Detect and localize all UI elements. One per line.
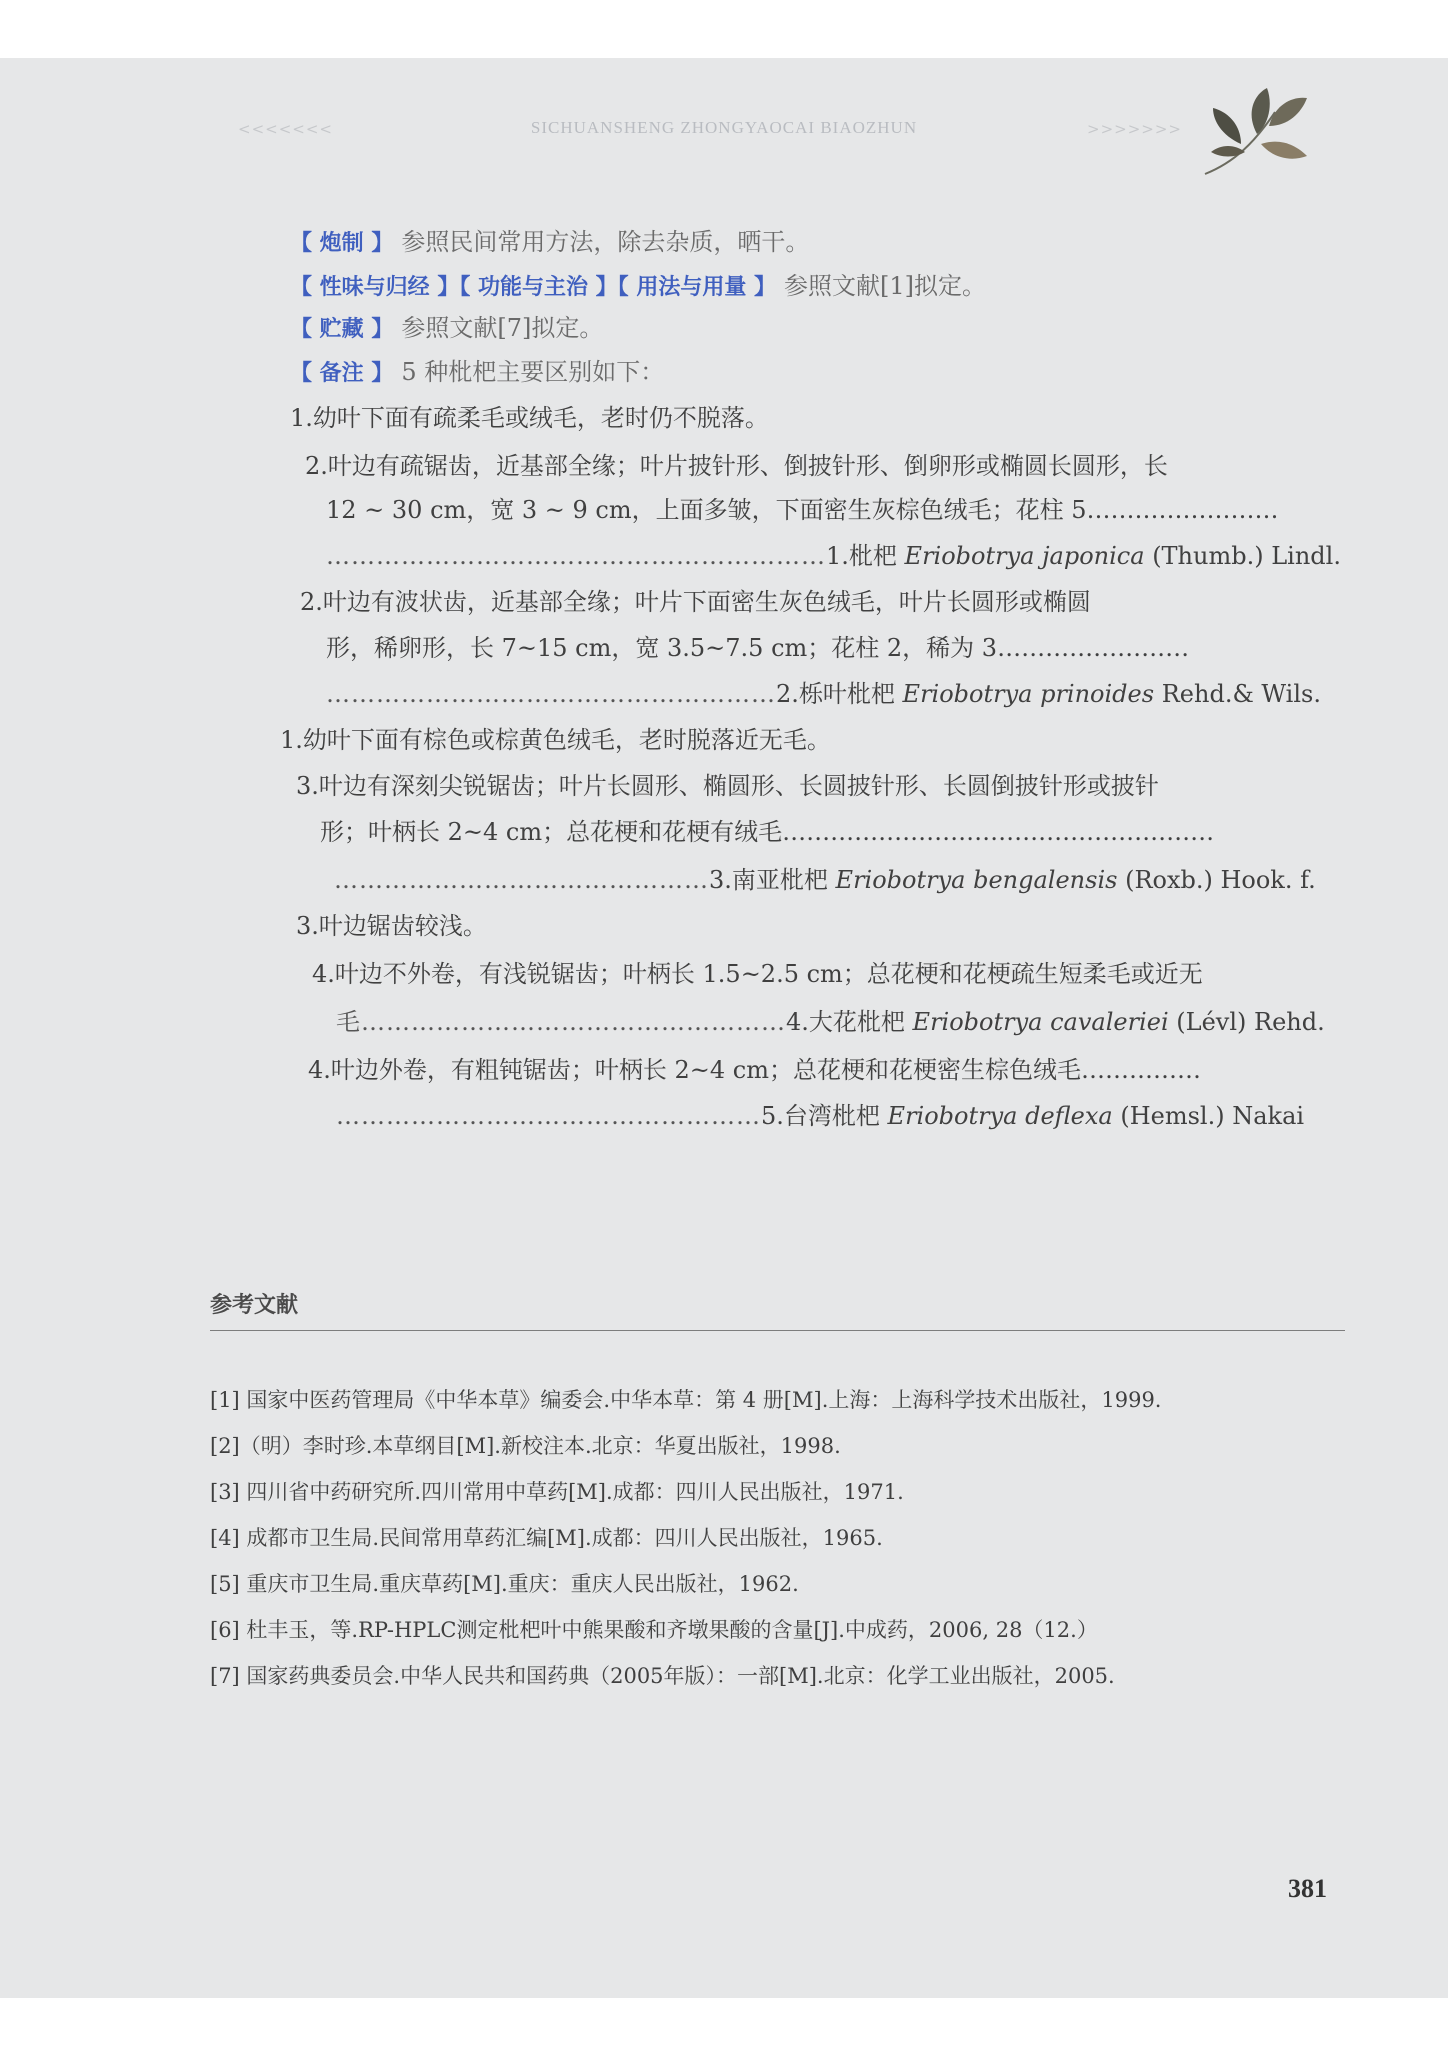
reference-item: [4] 成都市卫生局.民间常用草药汇编[M].成都：四川人民出版社，1965. [210, 1526, 883, 1550]
species-author: (Roxb.) Hook. f. [1125, 866, 1316, 894]
key-4a-line1: 4.叶边不外卷，有浅锐锯齿；叶柄长 1.5~2.5 cm；总花梗和花梗疏生短柔毛或近无 [312, 960, 1203, 988]
species-author: (Lévl) Rehd. [1176, 1008, 1325, 1036]
section-label: 【 炮制 】 [290, 231, 394, 256]
key-2b-line3 [326, 674, 1321, 709]
leaf-sprig-icon [1195, 82, 1315, 182]
species-name-cn: 4.大花枇杷 [786, 1008, 905, 1036]
key-1b: 1.幼叶下面有棕色或棕黄色绒毛，老时脱落近无毛。 [280, 726, 831, 754]
section-text: 参照民间常用方法，除去杂质，晒干。 [401, 228, 810, 256]
section-text: 参照文献[1]拟定。 [783, 272, 986, 300]
key-3a-line2: 形；叶柄长 2~4 cm；总花梗和花梗有绒毛……………………………………………… [320, 818, 1215, 846]
leaf-3 [1213, 108, 1241, 144]
section-label: 【 贮藏 】 [290, 317, 394, 342]
leader-dots: ……………………………………………… [326, 680, 776, 708]
key-4a-line2 [336, 1002, 1325, 1037]
key-3a-line3 [334, 860, 1316, 895]
leader-dots: 毛…………………………………………… [336, 1008, 786, 1036]
reference-item: [3] 四川省中药研究所.四川常用中草药[M].成都：四川人民出版社，1971. [210, 1480, 904, 1504]
key-4b-line2 [336, 1096, 1304, 1131]
species-author: Rehd.& Wils. [1161, 680, 1321, 708]
key-2a-line1: 2.叶边有疏锯齿，近基部全缘；叶片披针形、倒披针形、倒卵形或椭圆长圆形，长 [305, 452, 1168, 480]
species-name-sci: Eriobotrya bengalensis [835, 866, 1118, 894]
reference-item: [5] 重庆市卫生局.重庆草药[M].重庆：重庆人民出版社，1962. [210, 1572, 799, 1596]
header-right-ornament: >>>>>>> [1087, 120, 1182, 138]
running-header-title: SICHUANSHENG ZHONGYAOCAI BIAOZHUN [530, 118, 918, 137]
leaf-4 [1261, 142, 1307, 159]
references-heading: 参考文献 [210, 1293, 299, 1318]
section-label: 【 用法与用量 】 [617, 275, 776, 300]
header-left-ornament: <<<<<<< [238, 120, 333, 138]
species-name-sci: Eriobotrya prinoides [902, 680, 1155, 708]
leaf-5 [1211, 146, 1245, 157]
reference-item: [6] 杜丰玉，等.RP-HPLC测定枇杷叶中熊果酸和齐墩果酸的含量[J].中成药，2006, 28（12.） [210, 1618, 1098, 1642]
section-text: 参照文献[7]拟定。 [401, 314, 604, 342]
key-2b-line2: 形，稀卵形，长 7~15 cm，宽 3.5~7.5 cm；花柱 2，稀为 3…………………… [326, 634, 1190, 662]
species-name-cn: 2.栎叶枇杷 [776, 680, 895, 708]
key-2b-line1: 2.叶边有波状齿，近基部全缘；叶片下面密生灰色绒毛，叶片长圆形或椭圆 [300, 588, 1091, 616]
reference-item: [7] 国家药典委员会.中华人民共和国药典（2005年版）：一部[M].北京：化学工业出版社，2005. [210, 1664, 1115, 1688]
key-4b-line1: 4.叶边外卷，有粗钝锯齿；叶柄长 2~4 cm；总花梗和花梗密生棕色绒毛…………… [308, 1056, 1202, 1084]
reference-item: [2]（明）李时珍.本草纲目[M].新校注本.北京：华夏出版社，1998. [210, 1434, 841, 1458]
species-name-sci: Eriobotrya deflexa [887, 1102, 1113, 1130]
key-2a-line2: 12 ~ 30 cm，宽 3 ~ 9 cm，上面多皱，下面密生灰棕色绒毛；花柱 5…………………… [326, 496, 1279, 524]
species-author: (Thumb.) Lindl. [1152, 542, 1341, 570]
section-xingwei [290, 266, 986, 301]
leaf-1 [1252, 88, 1270, 134]
section-beizhu [290, 352, 664, 387]
key-2a-line3 [326, 536, 1341, 571]
species-name-cn: 5.台湾枇杷 [761, 1102, 880, 1130]
species-name-sci: Eriobotrya japonica [904, 542, 1145, 570]
section-label: 【 功能与主治 】 [459, 275, 618, 300]
key-1a: 1.幼叶下面有疏柔毛或绒毛，老时仍不脱落。 [290, 404, 769, 432]
references-divider [210, 1330, 1345, 1331]
species-name-cn: 1.枇杷 [826, 542, 897, 570]
leader-dots: …………………………………………… [336, 1102, 761, 1130]
key-3b: 3.叶边锯齿较浅。 [296, 912, 487, 940]
species-name-cn: 3.南亚枇杷 [709, 866, 828, 894]
leader-dots: …………………………………………………… [326, 542, 826, 570]
species-author: (Hemsl.) Nakai [1120, 1102, 1305, 1130]
reference-item: [1] 国家中医药管理局《中华本草》编委会.中华本草：第 4 册[M].上海：上海科学技术出版社，1999. [210, 1388, 1162, 1412]
section-text: 5 种枇杷主要区别如下： [401, 358, 665, 386]
section-paozhi [290, 222, 809, 257]
species-name-sci: Eriobotrya cavaleriei [912, 1008, 1169, 1036]
section-label: 【 备注 】 [290, 361, 394, 386]
leader-dots: ……………………………………… [334, 866, 709, 894]
key-3a-line1: 3.叶边有深刻尖锐锯齿；叶片长圆形、椭圆形、长圆披针形、长圆倒披针形或披针 [296, 772, 1159, 800]
page-number: 381 [1288, 1874, 1327, 1903]
section-label: 【 性味与归经 】 [290, 275, 460, 300]
section-zhucang [290, 308, 603, 343]
